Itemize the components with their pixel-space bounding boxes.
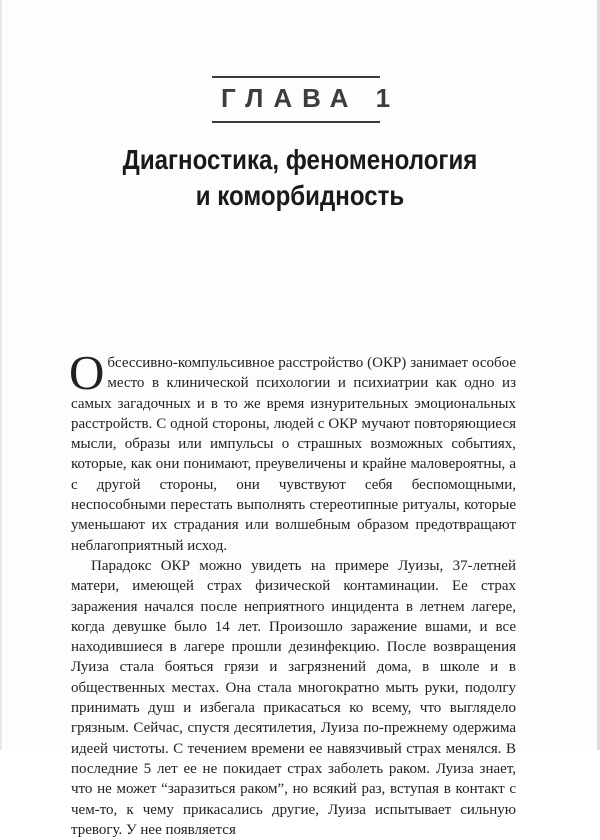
paragraph-1 <box>69 345 516 556</box>
body-text <box>69 345 516 840</box>
chapter-title-line-2: и коморбидность <box>195 180 405 211</box>
drop-cap: О <box>69 345 105 400</box>
page-left-edge <box>0 0 2 750</box>
paragraph-2: Парадокс ОКР можно увидеть на примере Луизы, 37-летней матери, имеющей страх физической контаминации. Ее страх заражения начался после неприятного инцидента в летнем лагере, когда девушке было 14 лет. Произошло заражение вшами, и все находившиеся в лагере прошли дезинфекцию. После возвращения Луиза стала бояться грязи и загрязнений дома, в школе и в общественных местах. Она стала многократно мыть руки, подолгу принимать душ и избегала прикасаться ко всему, что выглядело грязным. Сейчас, спустя десятилетия, Луиза по-прежнему одержима идеей чистоты. С течением времени ее навязчивый страх менялся. В последние 5 лет ее не покидает страх заболеть раком. Луиза знает, что не может “заразиться раком”, но всякий раз, вступая в контакт с чем-то, к чему прикасались другие, Луиза испытывает сильную тревогу. У нее появляется <box>71 557 516 838</box>
paragraph-1-text: бсессивно-компульсивное расстройство (ОКР) занимает особое место в клинической психологии и психиатрии как одно из самых загадочных и в то же время изнурительных эмоциональных расстройств. С одной стороны, людей с ОКР мучают повторяющиеся мысли, образы или импульсы о страшных возможных событиях, которые, как они понимают, преувеличены и крайне маловероятны, а с другой стороны, они чувствуют себя беспомощными, неспособными перестать выполнять стереотипные ритуалы, которые уменьшают их страдания или волшебным образом предотвращают неблагоприятный исход. <box>71 355 516 554</box>
chapter-title <box>85 142 515 214</box>
chapter-label: ГЛАВА 1 <box>221 83 401 113</box>
chapter-label-bottom-rule <box>212 121 380 123</box>
chapter-title-line-1: Диагностика, феноменология <box>122 144 478 175</box>
